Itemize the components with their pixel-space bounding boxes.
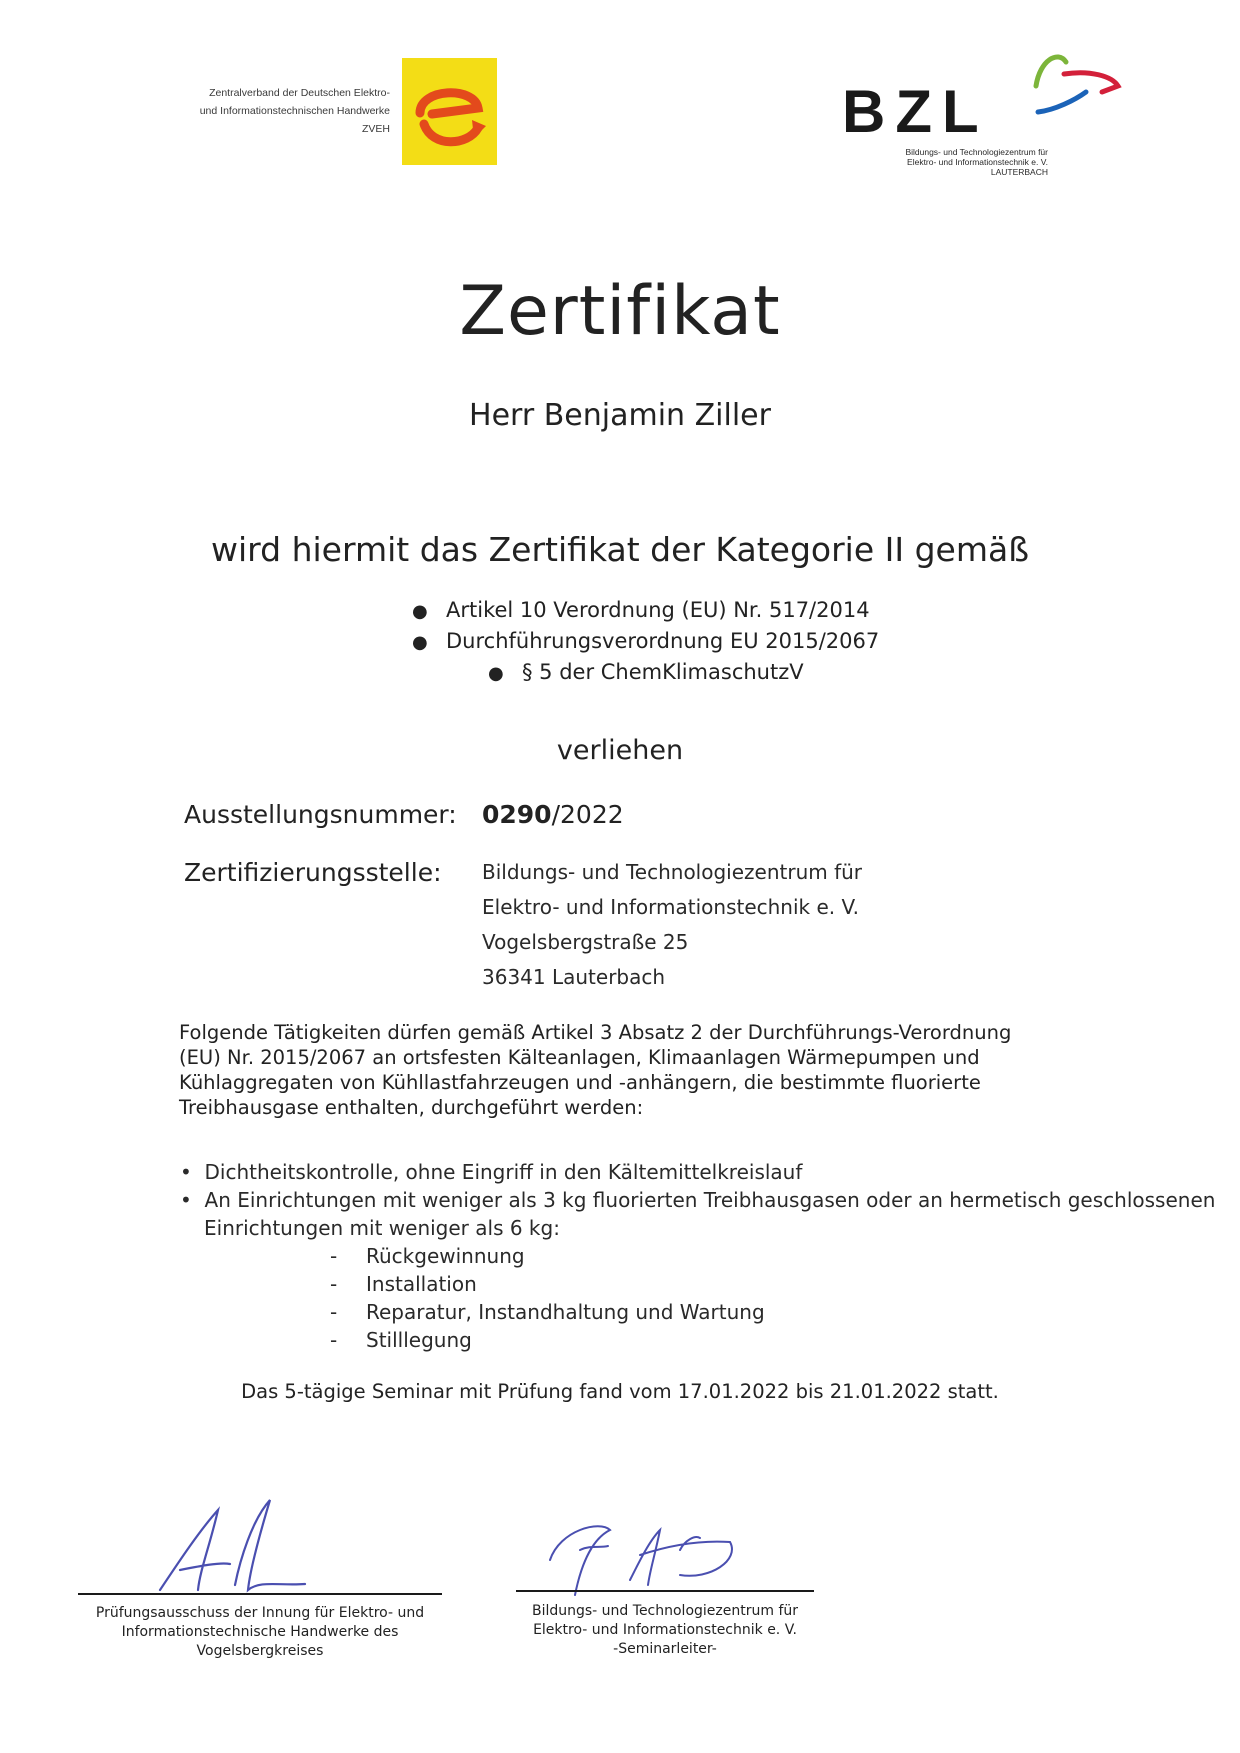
bullet-icon: ● bbox=[412, 632, 428, 653]
recipient-name: Herr Benjamin Ziller bbox=[469, 398, 771, 433]
bullet-icon: ● bbox=[488, 663, 504, 684]
signature-line-right bbox=[516, 1590, 814, 1592]
activity-item bbox=[180, 1188, 1215, 1212]
address-line: 36341 Lauterbach bbox=[482, 965, 666, 989]
sub-activity-text: Reparatur, Instandhaltung und Wartung bbox=[366, 1300, 765, 1324]
seminar-note: Das 5-tägige Seminar mit Prüfung fand vom 17.01.2022 bis 21.01.2022 statt. bbox=[241, 1380, 999, 1403]
legal-basis-text: Durchführungsverordnung EU 2015/2067 bbox=[446, 629, 880, 653]
activity-continuation: Einrichtungen mit weniger als 6 kg: bbox=[204, 1216, 560, 1240]
caption-line: Informationstechnische Handwerke des bbox=[121, 1624, 399, 1640]
sub-activity-text: Rückgewinnung bbox=[366, 1244, 525, 1268]
activity-text: An Einrichtungen mit weniger als 3 kg fluorierten Treibhausgasen oder an hermetisch geschlossenen bbox=[204, 1188, 1216, 1212]
dash-icon: - bbox=[330, 1272, 338, 1296]
zveh-line: und Informationstechnischen Handwerke bbox=[199, 105, 390, 117]
legal-basis-text: Artikel 10 Verordnung (EU) Nr. 517/2014 bbox=[446, 598, 870, 622]
bullet-icon: • bbox=[180, 1160, 205, 1184]
bullet-icon: • bbox=[180, 1188, 205, 1212]
bzl-line: LAUTERBACH bbox=[990, 167, 1048, 177]
zveh-name bbox=[160, 84, 390, 138]
address-line: Elektro- und Informationstechnik e. V. bbox=[482, 895, 859, 919]
legal-basis-text: § 5 der ChemKlimaschutzV bbox=[522, 660, 804, 684]
sub-activity-text: Installation bbox=[366, 1272, 477, 1296]
dash-icon: - bbox=[330, 1300, 338, 1324]
address-line: Bildungs- und Technologiezentrum für bbox=[482, 860, 863, 884]
caption-line: Bildungs- und Technologiezentrum für bbox=[531, 1603, 799, 1619]
address-line: Vogelsbergstraße 25 bbox=[482, 930, 689, 954]
signature-caption-right bbox=[516, 1602, 814, 1659]
signature-caption-left bbox=[78, 1604, 442, 1661]
activity-text: Dichtheitskontrolle, ohne Eingriff in den Kältemittelkreislauf bbox=[204, 1160, 803, 1184]
signature-line-left bbox=[78, 1593, 442, 1595]
certification-body-label: Zertifizierungsstelle: bbox=[184, 858, 442, 887]
zveh-line: ZVEH bbox=[361, 123, 390, 135]
lead-text: wird hiermit das Zertifikat der Kategorie II gemäß bbox=[211, 530, 1029, 569]
dash-icon: - bbox=[330, 1244, 338, 1268]
caption-line: Elektro- und Informationstechnik e. V. bbox=[533, 1622, 797, 1638]
caption-line: Prüfungsausschuss der Innung für Elektro- und bbox=[95, 1605, 425, 1621]
bzl-wordmark: BZL bbox=[842, 78, 989, 145]
activity-item bbox=[180, 1160, 802, 1184]
legal-basis-item bbox=[488, 660, 804, 684]
signature-right-icon bbox=[530, 1500, 780, 1600]
activities-intro: Folgende Tätigkeiten dürfen gemäß Artikel 3 Absatz 2 der Durchführungs-Verordnung (EU) Nr. 2015/2067 an ortsfesten Kälteanlagen, Klimaanlagen Wärmepumpen und Kühlaggregaten von Kühllastfahrzeugen und -anhängern, die bestimmte fluorierte Treibhausgase enthalten, durchgeführt werden: bbox=[179, 1021, 1012, 1119]
sub-activity-item bbox=[330, 1272, 477, 1296]
dash-icon: - bbox=[330, 1328, 338, 1352]
zveh-line: Zentralverband der Deutschen Elektro- bbox=[209, 87, 390, 99]
e-mark-icon bbox=[402, 58, 497, 165]
bzl-line: Bildungs- und Technologiezentrum für bbox=[905, 147, 1048, 157]
bzl-line: Elektro- und Informationstechnik e. V. bbox=[907, 157, 1048, 167]
bullet-icon: ● bbox=[412, 601, 428, 622]
sub-activity-item bbox=[330, 1328, 472, 1352]
issue-number-bold: 0290 bbox=[482, 800, 552, 829]
zveh-logo bbox=[402, 58, 497, 165]
granted-text: verliehen bbox=[556, 735, 684, 766]
caption-line: -Seminarleiter- bbox=[613, 1641, 717, 1657]
sub-activity-item bbox=[330, 1244, 525, 1268]
certificate-title: Zertifikat bbox=[459, 272, 781, 351]
issue-number-rest: /2022 bbox=[551, 800, 624, 829]
issue-number-label: Ausstellungsnummer: bbox=[184, 800, 457, 829]
bzl-name bbox=[838, 147, 1048, 177]
sub-activity-text: Stilllegung bbox=[366, 1328, 472, 1352]
signature-left-icon bbox=[140, 1490, 440, 1600]
legal-basis-item bbox=[412, 598, 870, 622]
caption-line: Vogelsbergkreises bbox=[196, 1643, 324, 1659]
issue-number-value bbox=[482, 800, 624, 829]
legal-basis-item bbox=[412, 629, 879, 653]
sub-activity-item bbox=[330, 1300, 765, 1324]
